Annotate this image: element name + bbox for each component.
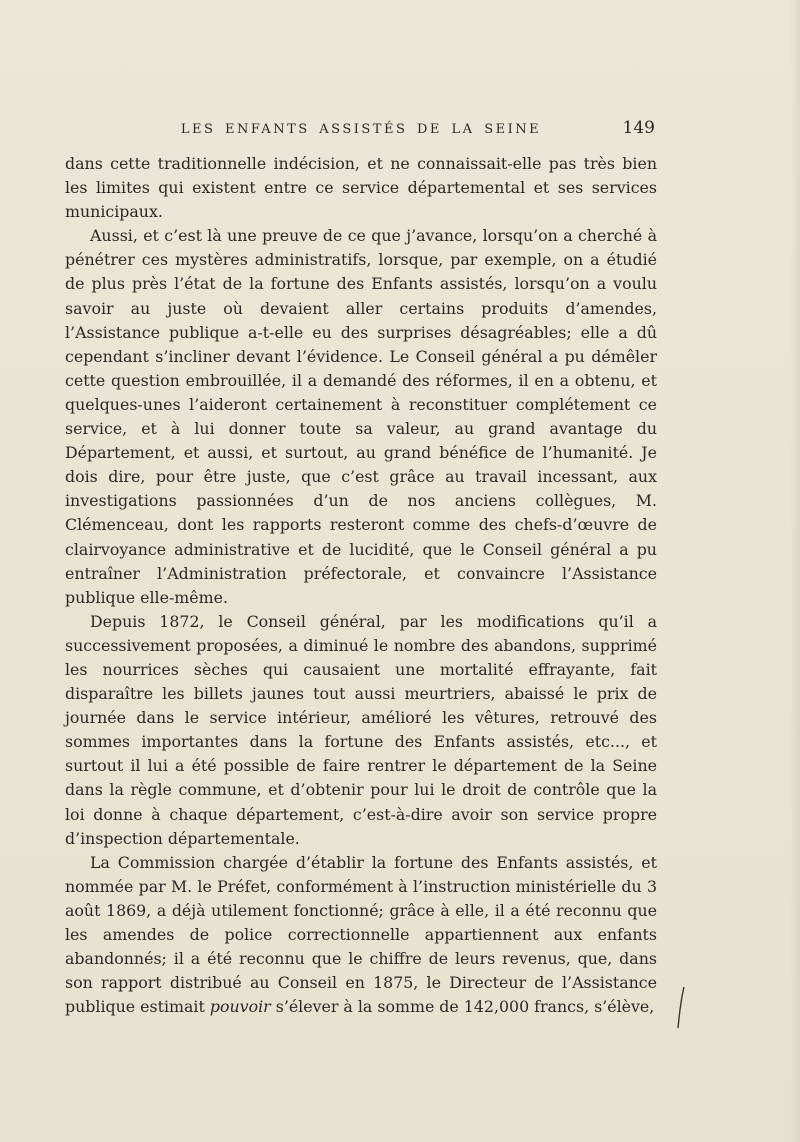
paragraph-1: dans cette traditionnelle indécision, et ne connaissait-elle pas très bien les limites qui existent entre ce service départemental et ses services municipaux. (65, 154, 657, 222)
margin-pencil-mark (676, 985, 686, 1030)
page-number: 149 (622, 118, 655, 138)
paragraph-3: Depuis 1872, le Conseil général, par les modifications qu’il a successivement proposées, a diminué le nombre des abandons, supprimé les nourrices sèches qui causaient une mortalité effrayante, fait disparaître les billets jaunes tout aussi meurtriers, abaissé le prix de journée dans le service intérieur, amélioré les vêtures, retrouvé des sommes importantes dans la fortune des Enfants assistés, etc..., et surtout il lui a été possible de faire rentrer le département de la Seine dans la règle commune, et d’obtenir pour lui le droit de contrôle que la loi donne à chaque département, c’est-à-dire avoir son service propre d’inspection départementale. (65, 611, 657, 848)
paragraph-4-text-before: La Commission chargée d’établir la fortune des Enfants assistés, et nommée par M. le Préfet, conformément à l’instruction ministérielle du 3 août 1869, a déjà utilement fonctionné; grâce à elle, il a été reconnu que les amendes de police correctionnelle appartiennent aux enfants abandonnés; il a été reconnu que le chiffre de leurs revenus, que, dans son rapport distribué au Conseil en 1875, le Directeur de l’Assistance publique estimait (65, 852, 657, 1017)
page-header (65, 118, 657, 144)
paragraph-4-text-after: s’élever à la somme de 142,000 francs, s’élève, (270, 997, 655, 1017)
body-text (65, 152, 657, 1019)
paragraph-4 (65, 851, 657, 1020)
paragraph-2: Aussi, et c’est là une preuve de ce que j’avance, lorsqu’on a cherché à pénétrer ces mystères administratifs, lorsque, par exemple, on a étudié de plus près l’état de la fortune des Enfants assistés, lorsqu’on a voulu savoir au juste où devaient aller certains produits d’amendes, l’Assistance publique a-t-elle eu des surprises désagréables; elle a dû cependant s’incliner devant l’évidence. Le Conseil général a pu démêler cette question embrouillée, il a demandé des réformes, il en a obtenu, et quelques-unes l’aideront certainement à reconstituer complétement ce service, et à lui donner toute sa valeur, au grand avantage du Département, et aussi, et surtout, au grand bénéfice de l’humanité. Je dois dire, pour être juste, que c’est grâce au travail incessant, aux investigations passionnées d’un de nos anciens collègues, M. Clémenceau, dont les rapports resteront comme des chefs-d’œuvre de clairvoyance administrative et de lucidité, que le Conseil général a pu entraîner l’Administration préfectorale, et convaincre l’Assistance publique elle-même. (65, 226, 657, 607)
emphasized-word: pouvoir (209, 997, 271, 1017)
page-edge-shadow (790, 0, 800, 1142)
running-title: LES ENFANTS ASSISTÉS DE LA SEINE (180, 122, 542, 137)
